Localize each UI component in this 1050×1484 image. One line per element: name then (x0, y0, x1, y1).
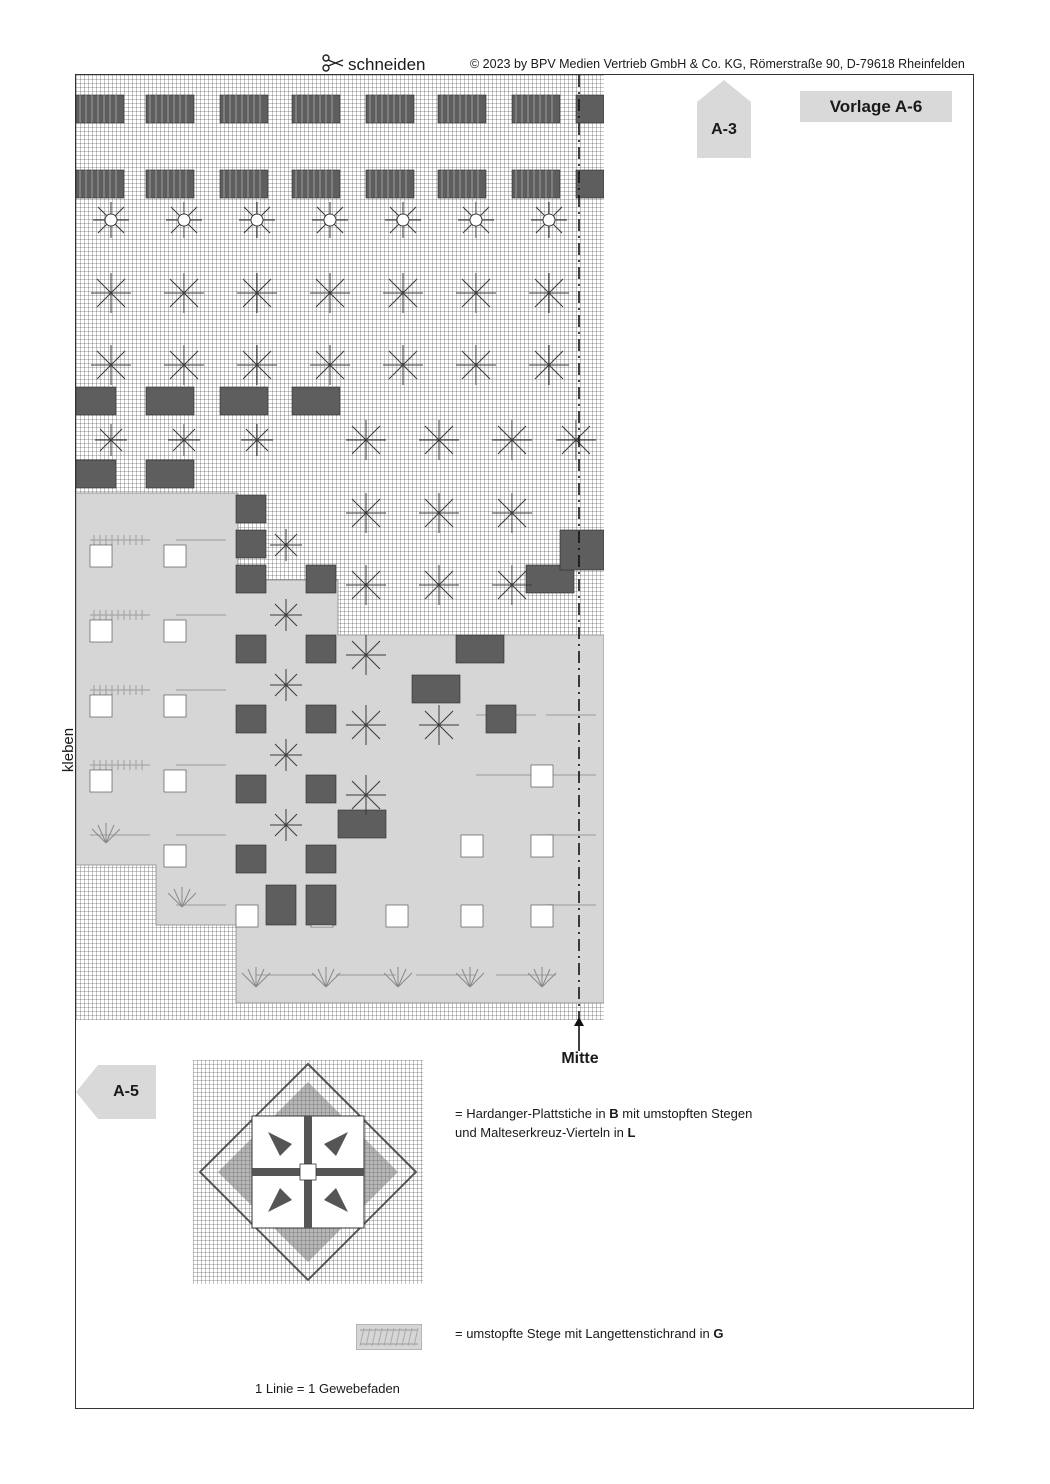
legend-item-satin-line2 (455, 1123, 785, 1142)
join-tag-a5-label: A-5 (113, 1083, 139, 1100)
sheet-title: Vorlage A-6 (800, 91, 952, 122)
legend-text: = umstopfte Stege mit Langettenstichrand in (455, 1326, 714, 1341)
legend-item-bars (455, 1326, 785, 1341)
copyright-notice: © 2023 by BPV Medien Vertrieb GmbH & Co. KG, Römerstraße 90, D-79618 Rheinfelden (470, 57, 965, 71)
join-tag-a5 (76, 1065, 156, 1119)
cut-label: schneiden (348, 55, 426, 74)
cut-line-label (322, 54, 450, 76)
legend-bar-swatch (356, 1324, 422, 1350)
arrow-up-icon (571, 1017, 587, 1051)
legend-color-code: B (609, 1106, 619, 1121)
legend-text: und Malteserkreuz-Vierteln in (455, 1125, 628, 1140)
join-tag-a3-label: A-3 (711, 121, 737, 138)
legend-motif-swatch (193, 1060, 423, 1284)
legend-text: mit umstopften Stegen (618, 1106, 753, 1121)
legend-color-code: G (713, 1326, 724, 1341)
embroidery-pattern-chart (76, 75, 604, 1020)
legend-item-satin-line1 (455, 1104, 785, 1123)
legend-item-satin (455, 1104, 785, 1142)
join-tag-a3 (697, 80, 751, 158)
glue-label: kleben (59, 727, 77, 773)
legend-text: = Hardanger-Plattstiche in (455, 1106, 610, 1121)
scale-note: 1 Linie = 1 Gewebefaden (255, 1381, 400, 1396)
center-label: Mitte (561, 1050, 599, 1067)
legend-color-code: L (627, 1125, 636, 1140)
